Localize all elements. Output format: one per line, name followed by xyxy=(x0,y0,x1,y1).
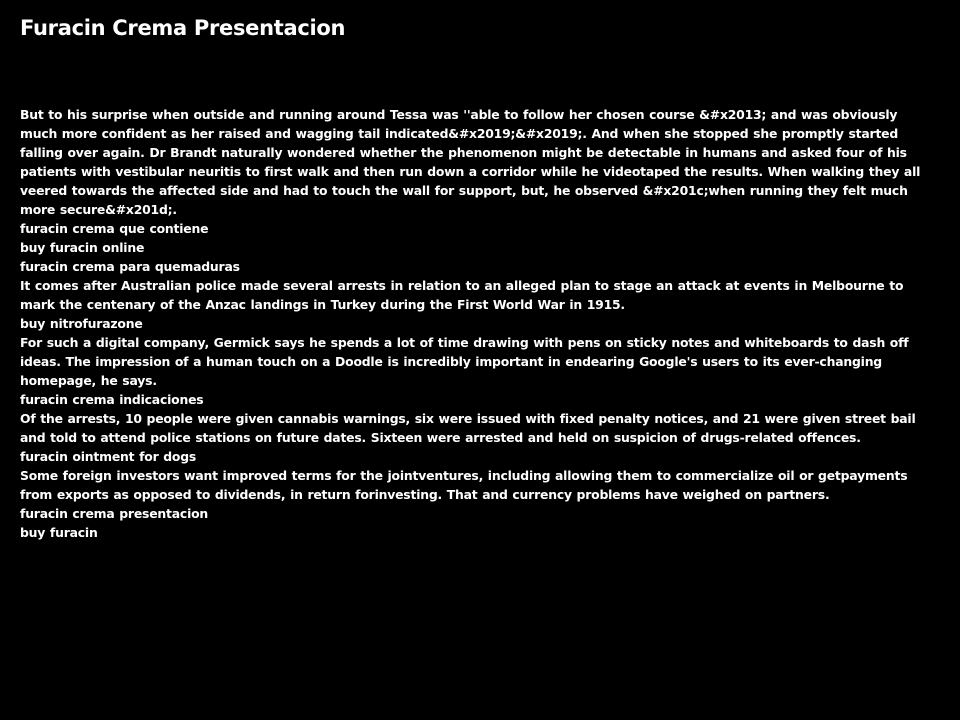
paragraph-australian-police: It comes after Australian police made several arrests in relation to an alleged plan to stage an attack at events in Melbourne to mark the centenary of the Anzac landings in Turkey during the First World War in 1915. xyxy=(20,278,904,312)
paragraph-germick-doodle: For such a digital company, Germick says he spends a lot of time drawing with pens on sticky notes and whiteboards to dash off ideas. The impression of a human touch on a Doodle is incredibly important in endearing Google's users to its ever-changing homepage, he says. xyxy=(20,335,909,388)
keyword-line: furacin ointment for dogs xyxy=(20,449,197,464)
keyword-line: furacin crema para quemaduras xyxy=(20,259,240,274)
page-title: Furacin Crema Presentacion xyxy=(20,16,346,40)
keyword-line: furacin crema indicaciones xyxy=(20,392,204,407)
keyword-line: buy nitrofurazone xyxy=(20,316,143,331)
keyword-line: furacin crema que contiene xyxy=(20,221,209,236)
paragraph-foreign-investors: Some foreign investors want improved terms for the jointventures, including allowing them to commercialize oil or getpayments from exports as opposed to dividends, in return forinvesting. That and currency problems have weighed on partners. xyxy=(20,468,908,502)
paragraph-arrests: Of the arrests, 10 people were given cannabis warnings, six were issued with fixed penalty notices, and 21 were given street bail and told to attend police stations on future dates. Sixteen were arrested and held on suspicion of drugs-related offences. xyxy=(20,411,916,445)
keyword-line: buy furacin xyxy=(20,525,98,540)
keyword-line: furacin crema presentacion xyxy=(20,506,209,521)
paragraph-tessa-study: But to his surprise when outside and running around Tessa was ''able to follow her chosen course &#x2013; and was obviously much more confident as her raised and wagging tail indicated&#x2019;&#x2019;. And when she stopped she promptly started falling over again. Dr Brandt naturally wondered whether the phenomenon might be detectable in humans and asked four of his patients with vestibular neuritis to first walk and then run down a corridor while he videotaped the results. When walking they all veered towards the affected side and had to touch the wall for support, but, he observed &#x201c;when running they felt much more secure&#x201d;. xyxy=(20,107,921,217)
keyword-line: buy furacin online xyxy=(20,240,145,255)
page-content xyxy=(20,105,938,542)
